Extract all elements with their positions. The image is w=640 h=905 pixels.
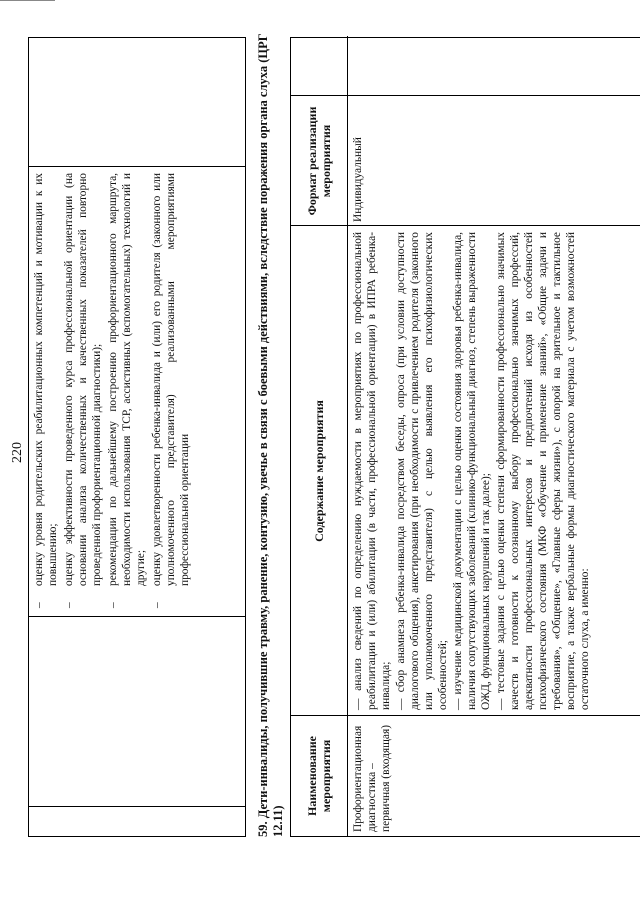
list-dash: –	[151, 602, 163, 608]
list-dash: –	[33, 602, 45, 608]
section-heading: 59. Дети-инвалиды, получившие травму, ранение, контузию, увечье в связи с боевыми действиями, вследствие поражения органа слуха (ЦРГ 12.11)	[256, 33, 285, 837]
activity-name-cell: Профориентационная диагностика – первичная (входящая)	[352, 725, 392, 832]
list-item	[150, 173, 192, 610]
page-number: 220	[10, 442, 25, 463]
content-paragraph: — изучение медицинской документации с целью оценки состояния здоровья ребенка-инвалида, наличия сопутствующих заболеваний (клинико-функциональный диагноз, степень выраженности ОЖД, функциональных нарушений и так далее);	[452, 232, 492, 710]
header-format: Формат реализации мероприятия	[291, 96, 348, 226]
column-divider	[291, 95, 640, 96]
content-paragraph: — сбор анамнеза ребенка-инвалида посредством беседы, опроса (при условии доступности диалогового общения), анкетирования (при необходимости с привлечением родителя (законного или уполномоченного представителя) с целью выявления его психофизиологических особенностей;	[395, 232, 449, 710]
header-name: Наименование мероприятия	[291, 716, 348, 836]
header-empty	[291, 36, 348, 96]
list-item-text: оценку удовлетворенности ребенка-инвалида и (или) его родителя (законного или уполномоченного представителя) реализованными мероприятиями профессиональной ориентации	[151, 173, 191, 586]
content-paragraph: — тестовые задания с целью оценки степени сформированности профессионально значимых качеств и готовности к осознанному выбору профессионально значимых профессий, адекватности профессиональных интересов и предпочтений исходя из особенностей психофизического состояния (МКФ «Обучение и применение знаний», «Общие задачи и требования», «Общение», «Главные сферы жизни»), с опорой на зрительное и тактильное восприятие, а также вербальные формы диагностического материала с учетом возможностей остаточного слуха, а именно:	[495, 232, 591, 710]
activity-content-cell	[348, 226, 596, 716]
list-item	[32, 173, 60, 610]
list-item	[62, 173, 104, 610]
upper-table-col-4	[29, 36, 245, 166]
list-dash: –	[107, 602, 119, 608]
list-dash: –	[63, 602, 75, 608]
upper-table-col-2	[29, 616, 245, 806]
list-item-text: оценку эффективности проведенного курса профессиональной ориентации (на основании анализа количественных и качественных показателей повторно проведенной профориентационной диагностики);	[63, 173, 103, 586]
upper-table	[28, 37, 246, 837]
upper-table-content-cell	[29, 166, 245, 616]
list-item	[106, 173, 148, 610]
lower-table	[290, 37, 640, 837]
list-item-text: рекомендации по дальнейшему построению профориентационного маршрута, необходимости использования ТСР, ассистивных (вспомогательных) технологий и другие;	[107, 173, 147, 586]
content-paragraph: — анализ сведений по определению нуждаемости в мероприятиях по профессиональной реабилитации и (или) абилитации (в части, профессиональной ориентации) в ИПРА ребенка-инвалида;	[352, 232, 392, 710]
upper-table-col-1	[29, 806, 245, 836]
list-item-text: оценку уровня родительских реабилитационных компетенций и мотивации к их повышению;	[33, 173, 59, 586]
activity-format-cell: Индивидуальный	[352, 137, 364, 222]
header-content: Содержание мероприятия	[291, 226, 348, 716]
